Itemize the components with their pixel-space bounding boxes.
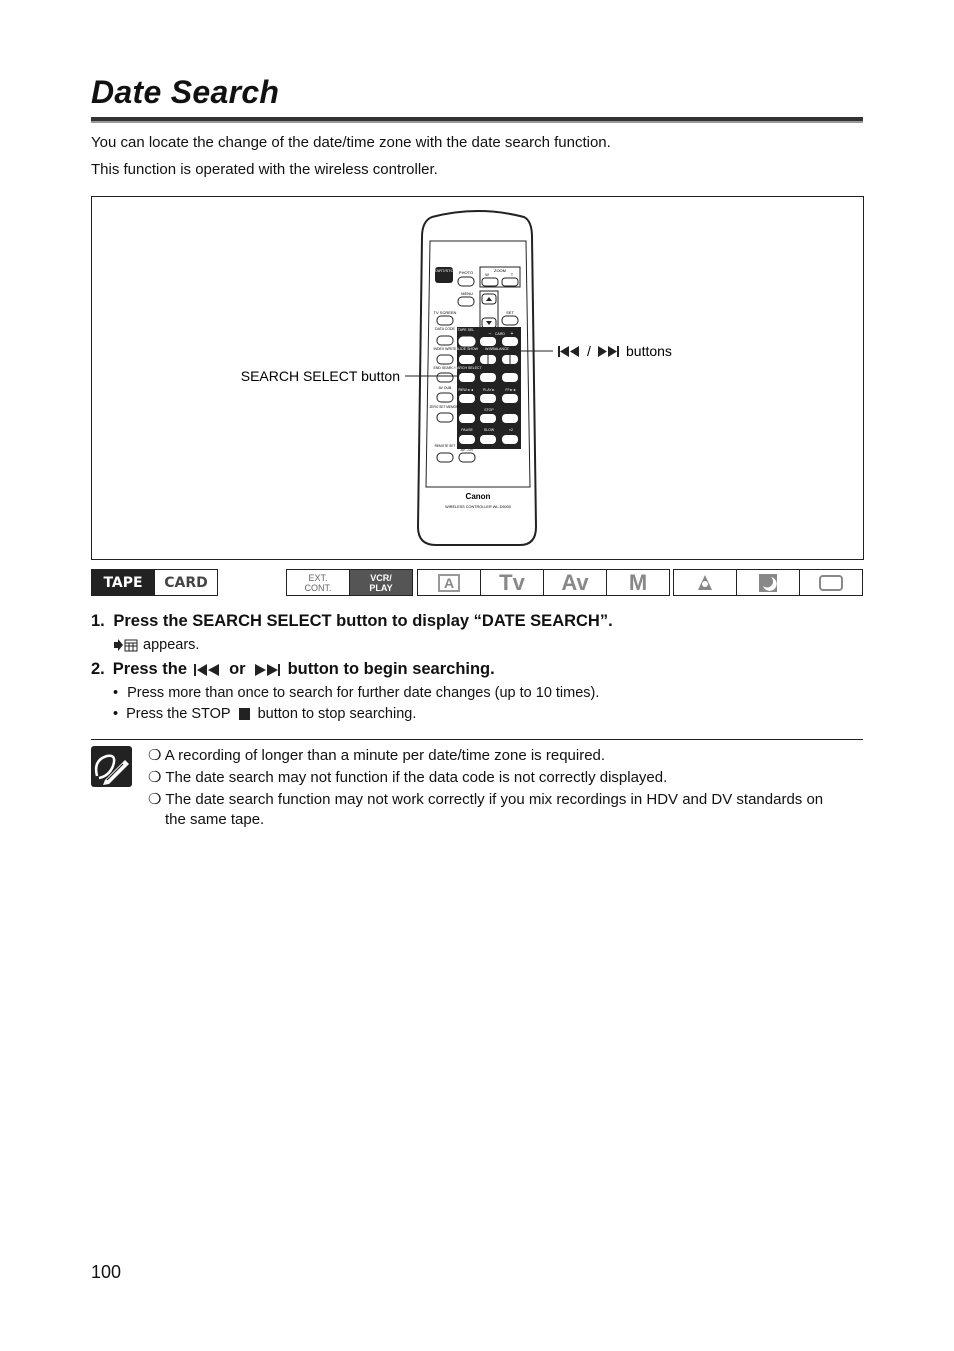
mode-card	[154, 569, 218, 596]
start-stop-label: START/STOP	[431, 268, 457, 273]
step-2-post: button to begin searching.	[287, 660, 495, 678]
note-1-text: A recording of longer than a minute per date/time zone is required.	[164, 747, 606, 764]
note-1	[148, 746, 605, 764]
frame-back-button[interactable]	[459, 414, 475, 423]
step-1-text: Press the SEARCH SELECT button to display “DATE SEARCH”.	[113, 612, 613, 630]
rew-label: REW◄◄	[458, 388, 474, 392]
step-1-sub-text: appears.	[143, 637, 200, 653]
card-plus-button[interactable]	[502, 337, 518, 346]
step-2-bullet-2-pre: Press the STOP	[126, 706, 231, 722]
search-select-label: SEARCH SELECT	[452, 366, 482, 370]
tv-label: Tv	[499, 569, 525, 595]
photo-label: PHOTO	[458, 270, 474, 275]
mode-auto	[417, 569, 481, 596]
note-2-text: The date search may not function if the data code is not correctly displayed.	[165, 769, 668, 786]
slide-show-label: SLIDE SHOW	[456, 347, 478, 351]
step-1-number: 1.	[91, 612, 105, 630]
card-minus-label: −	[488, 331, 492, 337]
zoom-t-label: T	[510, 272, 514, 277]
remote-illustration	[92, 197, 863, 559]
menu-button[interactable]	[458, 297, 474, 306]
page-number: 100	[91, 1262, 122, 1282]
stop-button[interactable]	[480, 414, 496, 423]
mode-spotlight	[673, 569, 737, 596]
m-label: M	[628, 569, 648, 595]
mode-card-label: CARD	[164, 574, 208, 591]
slide-show-button[interactable]	[459, 355, 475, 364]
title-rule-shadow	[91, 121, 863, 123]
night-icon	[758, 573, 778, 593]
slow-button[interactable]	[480, 435, 496, 444]
mode-bar	[91, 569, 863, 596]
note-bullet-icon: ❍	[148, 769, 166, 786]
skip-callout-suffix: buttons	[626, 343, 672, 359]
wb-balance-label: W.B/BALANCE	[485, 347, 509, 351]
mode-frame	[799, 569, 863, 596]
spotlight-icon	[695, 573, 715, 593]
step-1	[91, 612, 613, 631]
mode-av	[543, 569, 607, 596]
av-dv-label: AV→DV	[460, 448, 474, 452]
play-label: PLAY►	[482, 388, 496, 392]
stop-label: STOP	[484, 408, 494, 412]
step-1-sub	[113, 637, 199, 653]
skip-forward-button[interactable]	[502, 373, 518, 382]
note-3-text: The date search function may not work correctly if you mix recordings in HDV and DV standards on	[165, 791, 824, 808]
search-select-callout: SEARCH SELECT button	[240, 368, 400, 384]
date-search-indicator-icon	[113, 638, 139, 652]
tape-slot-label: TAPE SEL	[457, 328, 475, 332]
bullet-dot: •	[113, 685, 119, 701]
intro-line-2: This function is operated with the wireless controller.	[91, 161, 438, 178]
end-search-button[interactable]	[437, 373, 453, 382]
set-button[interactable]	[502, 316, 518, 325]
model-label: WIRELESS CONTROLLER WL-D5000	[445, 505, 511, 509]
data-code-label: DATA CODE	[435, 327, 455, 331]
play-mode-label: PLAY	[369, 582, 393, 593]
notes-icon	[91, 746, 132, 787]
av-dv-button[interactable]	[459, 453, 475, 462]
canon-logo: Canon	[465, 492, 491, 501]
data-code-button[interactable]	[437, 336, 453, 345]
zero-set-button[interactable]	[437, 413, 453, 422]
av-label: Av	[561, 569, 589, 595]
note-bullet-icon: ❍	[148, 747, 165, 764]
card-plus-label: +	[510, 331, 514, 337]
note-3	[148, 790, 823, 808]
tv-screen-button[interactable]	[437, 316, 453, 325]
search-select-button[interactable]	[459, 373, 475, 382]
mode-tape	[91, 569, 155, 596]
note-bullet-icon: ❍	[148, 791, 166, 808]
slow-label: SLOW	[483, 428, 495, 432]
x2-label: ×2	[509, 428, 513, 432]
note-3-continued: the same tape.	[165, 811, 265, 828]
stop-square-icon	[239, 708, 250, 720]
av-dub-label: AV DUB	[438, 386, 452, 390]
page-title: Date Search	[91, 74, 280, 110]
index-write-button[interactable]	[437, 355, 453, 364]
skip-separator: /	[587, 343, 591, 359]
step-2-bullet-2-post: button to stop searching.	[257, 706, 417, 722]
ff-label: FF►►	[505, 388, 517, 392]
ext-label: EXT.	[308, 572, 328, 583]
auto-label: A	[438, 574, 460, 592]
card-minus-button[interactable]	[480, 337, 496, 346]
end-search-label: END SEARCH	[433, 366, 457, 370]
zoom-label: ZOOM	[494, 268, 506, 273]
skip-forward-icon	[252, 663, 282, 677]
skip-back-button[interactable]	[480, 373, 496, 382]
card-label: CARD	[495, 332, 505, 336]
av-dub-button[interactable]	[437, 393, 453, 402]
step-2-number: 2.	[91, 660, 105, 678]
remote-set-label: REMOTE SET	[434, 444, 456, 448]
skip-forward-icon	[598, 346, 619, 357]
zoom-t-button[interactable]	[502, 278, 518, 286]
step-2-pre: Press the	[112, 660, 188, 678]
step-2	[91, 660, 495, 679]
zoom-w-label: W	[485, 272, 489, 277]
mode-vcr-play	[349, 569, 413, 596]
ff-button[interactable]	[502, 394, 518, 403]
step-2-mid: or	[229, 660, 246, 678]
pause-label: PAUSE	[461, 428, 473, 432]
mode-tv	[480, 569, 544, 596]
mode-manual	[606, 569, 670, 596]
notes-divider	[91, 739, 863, 740]
mode-tape-label: TAPE	[103, 574, 143, 591]
skip-back-icon	[558, 346, 579, 357]
pause-button[interactable]	[459, 435, 475, 444]
frame-forward-button[interactable]	[502, 414, 518, 423]
tape-sel-button[interactable]	[459, 337, 475, 346]
play-button[interactable]	[480, 394, 496, 403]
tv-screen-label: TV SCREEN	[433, 310, 457, 315]
rew-button[interactable]	[459, 394, 475, 403]
set-label: SET	[506, 310, 514, 315]
step-2-bullet-2	[113, 706, 416, 722]
step-2-bullet-1	[113, 685, 599, 701]
frame-icon	[818, 573, 844, 593]
cont-label: CONT.	[304, 582, 332, 593]
photo-button[interactable]	[458, 277, 474, 286]
skip-back-icon	[193, 663, 223, 677]
menu-label: MENU	[461, 291, 473, 296]
vcr-label: VCR/	[370, 572, 392, 583]
zero-set-label: ZERO SET MEMORY	[429, 405, 461, 409]
index-write-label: INDEX WRITE	[433, 347, 457, 351]
pencil-note-icon	[91, 746, 132, 787]
step-2-bullet-1-text: Press more than once to search for further date changes (up to 10 times).	[127, 685, 600, 701]
note-2	[148, 768, 667, 786]
bullet-dot: •	[113, 706, 119, 722]
mode-ext-cont	[286, 569, 350, 596]
x2-button[interactable]	[502, 435, 518, 444]
zoom-w-button[interactable]	[482, 278, 498, 286]
remote-set-button[interactable]	[437, 453, 453, 462]
intro-line-1: You can locate the change of the date/time zone with the date search function.	[91, 134, 611, 151]
remote-figure	[91, 196, 864, 560]
mode-night	[736, 569, 800, 596]
